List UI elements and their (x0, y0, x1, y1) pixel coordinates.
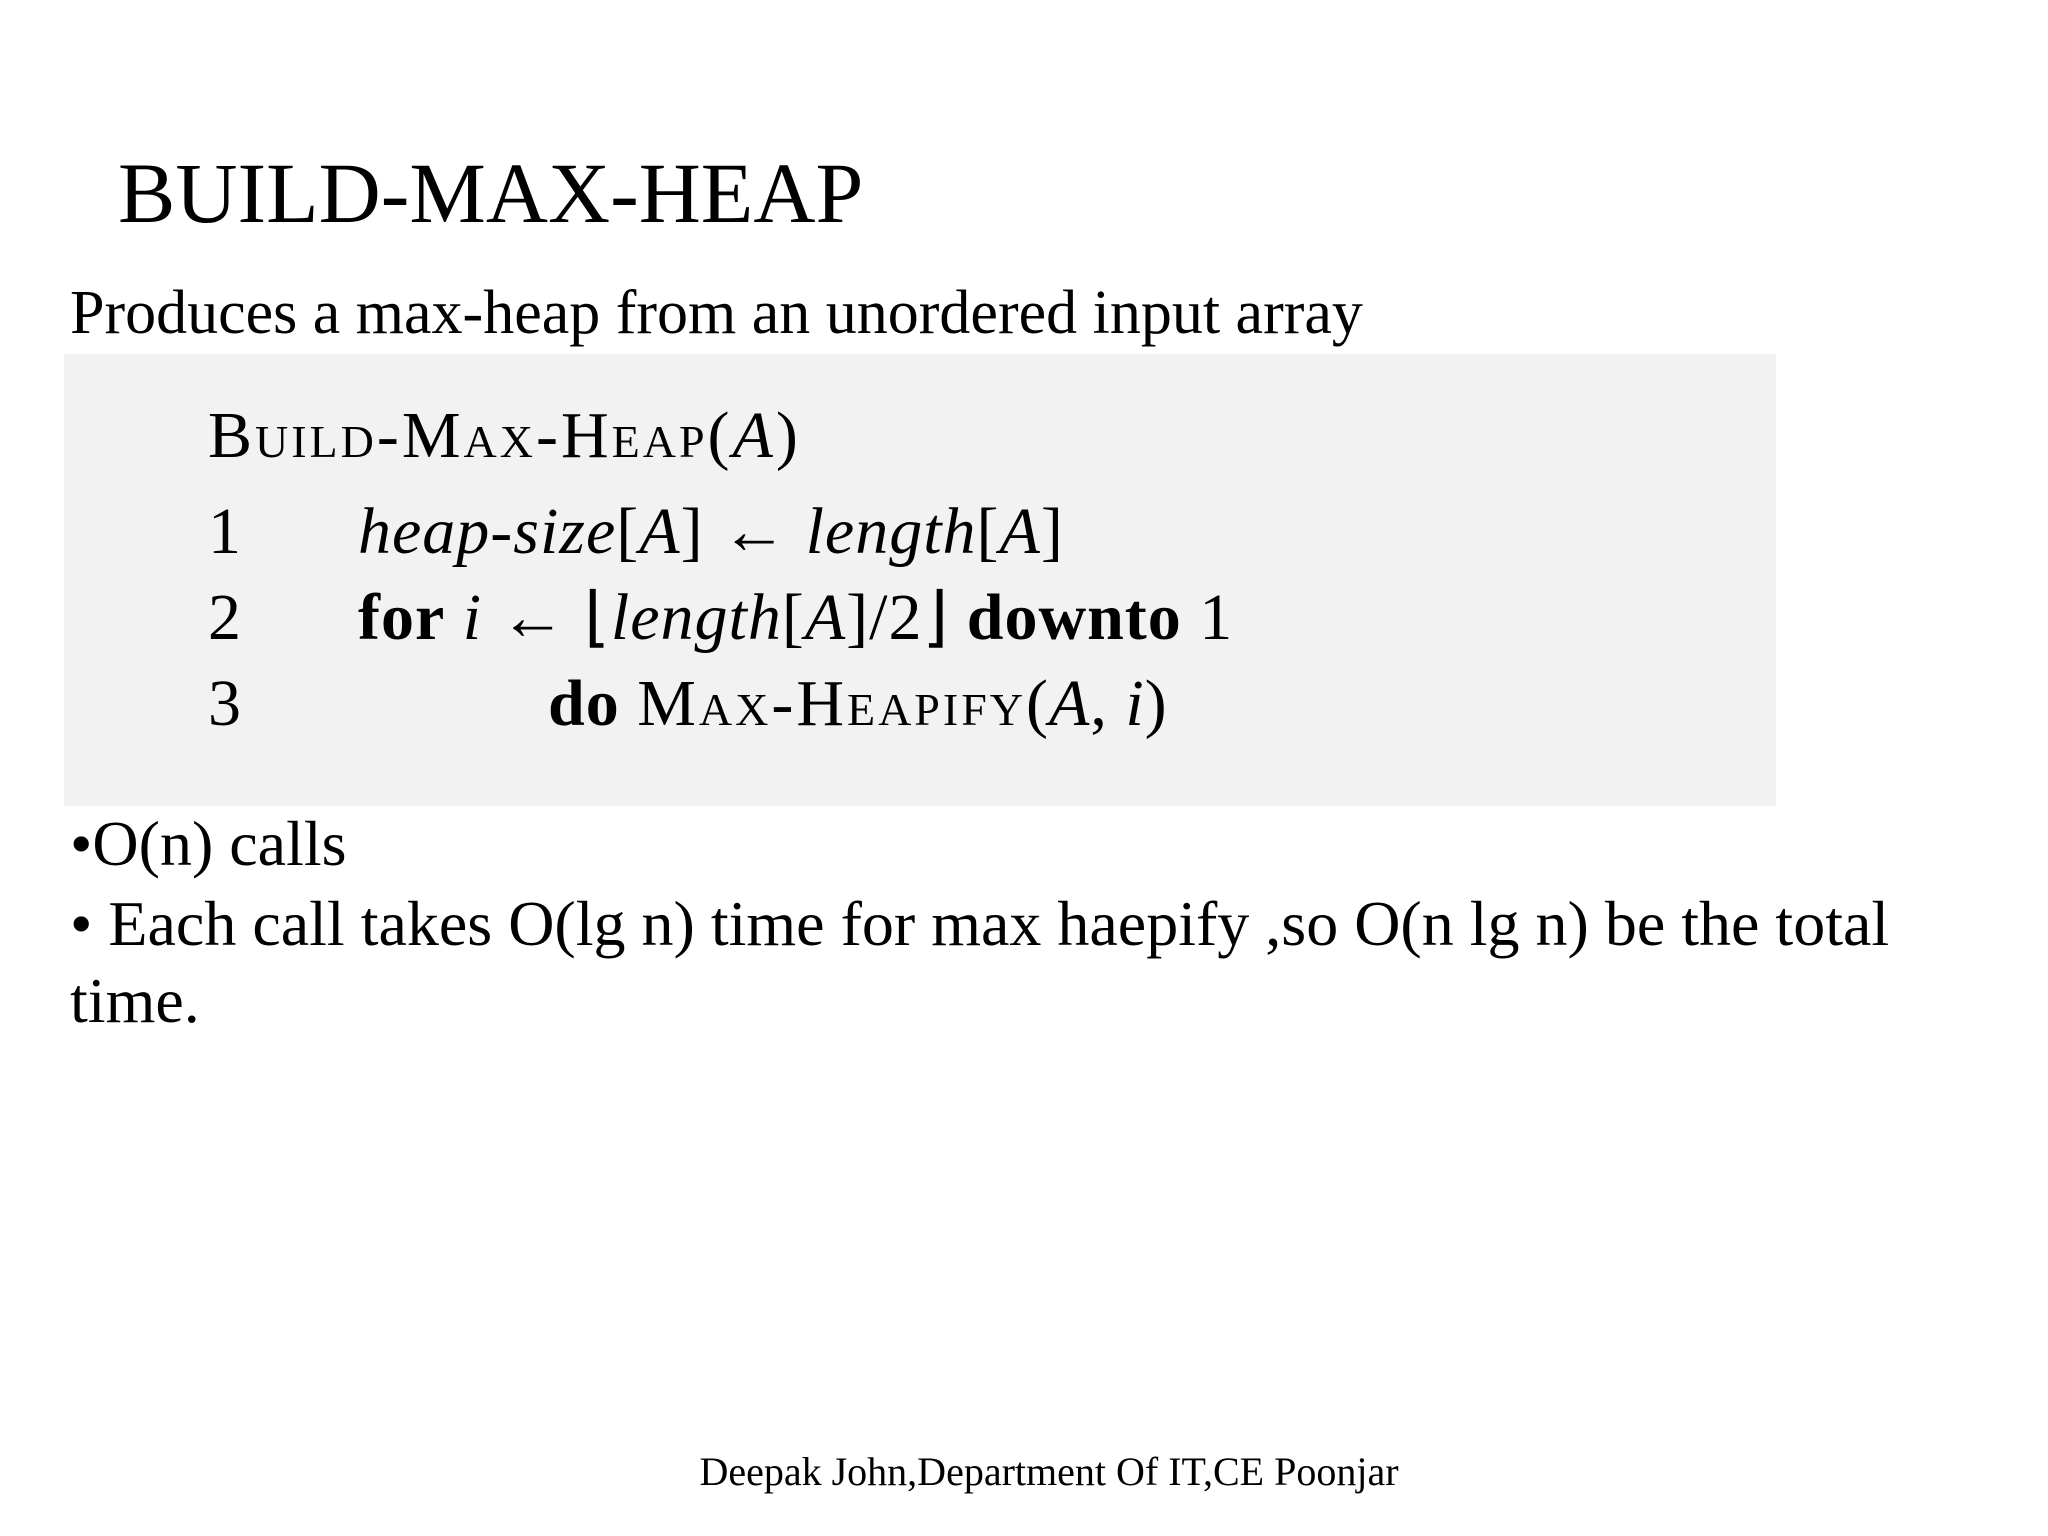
code-symbol (445, 581, 463, 654)
bullet-item: •O(n) calls (70, 808, 347, 879)
code-symbol: ]/2⌋ (846, 581, 967, 654)
code-variable: length (610, 581, 782, 654)
code-symbol: ← ⌊ (482, 581, 611, 654)
slide-footer: Deepak John,Department Of IT,CE Poonjar (699, 1449, 1399, 1494)
code-symbol: [ (616, 495, 640, 568)
pseudocode-panel (64, 354, 1776, 806)
slide-subtitle: Produces a max-heap from an unordered input array (70, 279, 1363, 347)
bullet-item: • Each call takes O(lg n) time for max haepify ,so O(n lg n) be the total time. (70, 888, 1890, 1036)
procedure-argument: A (732, 399, 776, 472)
code-variable: length (805, 495, 977, 568)
code-symbol: ) (1144, 667, 1168, 740)
code-variable: A (639, 495, 681, 568)
line-number: 1 (208, 495, 242, 568)
code-procedure-call: Max-Heapify (637, 667, 1027, 740)
procedure-name: Build-Max-Heap (208, 399, 708, 472)
procedure-open-paren: ( (707, 399, 733, 472)
code-symbol: ( (1026, 667, 1049, 740)
code-symbol (620, 667, 638, 740)
code-symbol: [ (976, 495, 1000, 568)
line-number: 2 (208, 581, 242, 654)
code-variable: heap-size (358, 495, 617, 568)
slide-title: BUILD-MAX-HEAP (118, 145, 864, 241)
line-number: 3 (208, 667, 242, 740)
code-variable: A (804, 581, 847, 654)
code-symbol: ] ← (680, 495, 806, 568)
code-keyword: for (358, 581, 446, 654)
code-symbol: 1 (1181, 581, 1234, 654)
code-keyword: downto (966, 581, 1182, 654)
procedure-close-paren: ) (775, 399, 801, 472)
code-symbol: , (1090, 667, 1126, 740)
code-keyword: do (548, 667, 620, 740)
code-line-3 (208, 666, 1168, 742)
code-variable: A (999, 495, 1041, 568)
code-symbol: [ (781, 581, 805, 654)
procedure-signature (208, 398, 801, 474)
code-symbol: ] (1040, 495, 1064, 568)
code-line-1 (208, 494, 1064, 570)
code-variable: i (462, 581, 483, 654)
code-variable: A (1049, 667, 1091, 740)
code-line-2 (208, 580, 1233, 656)
code-variable: i (1125, 667, 1145, 740)
